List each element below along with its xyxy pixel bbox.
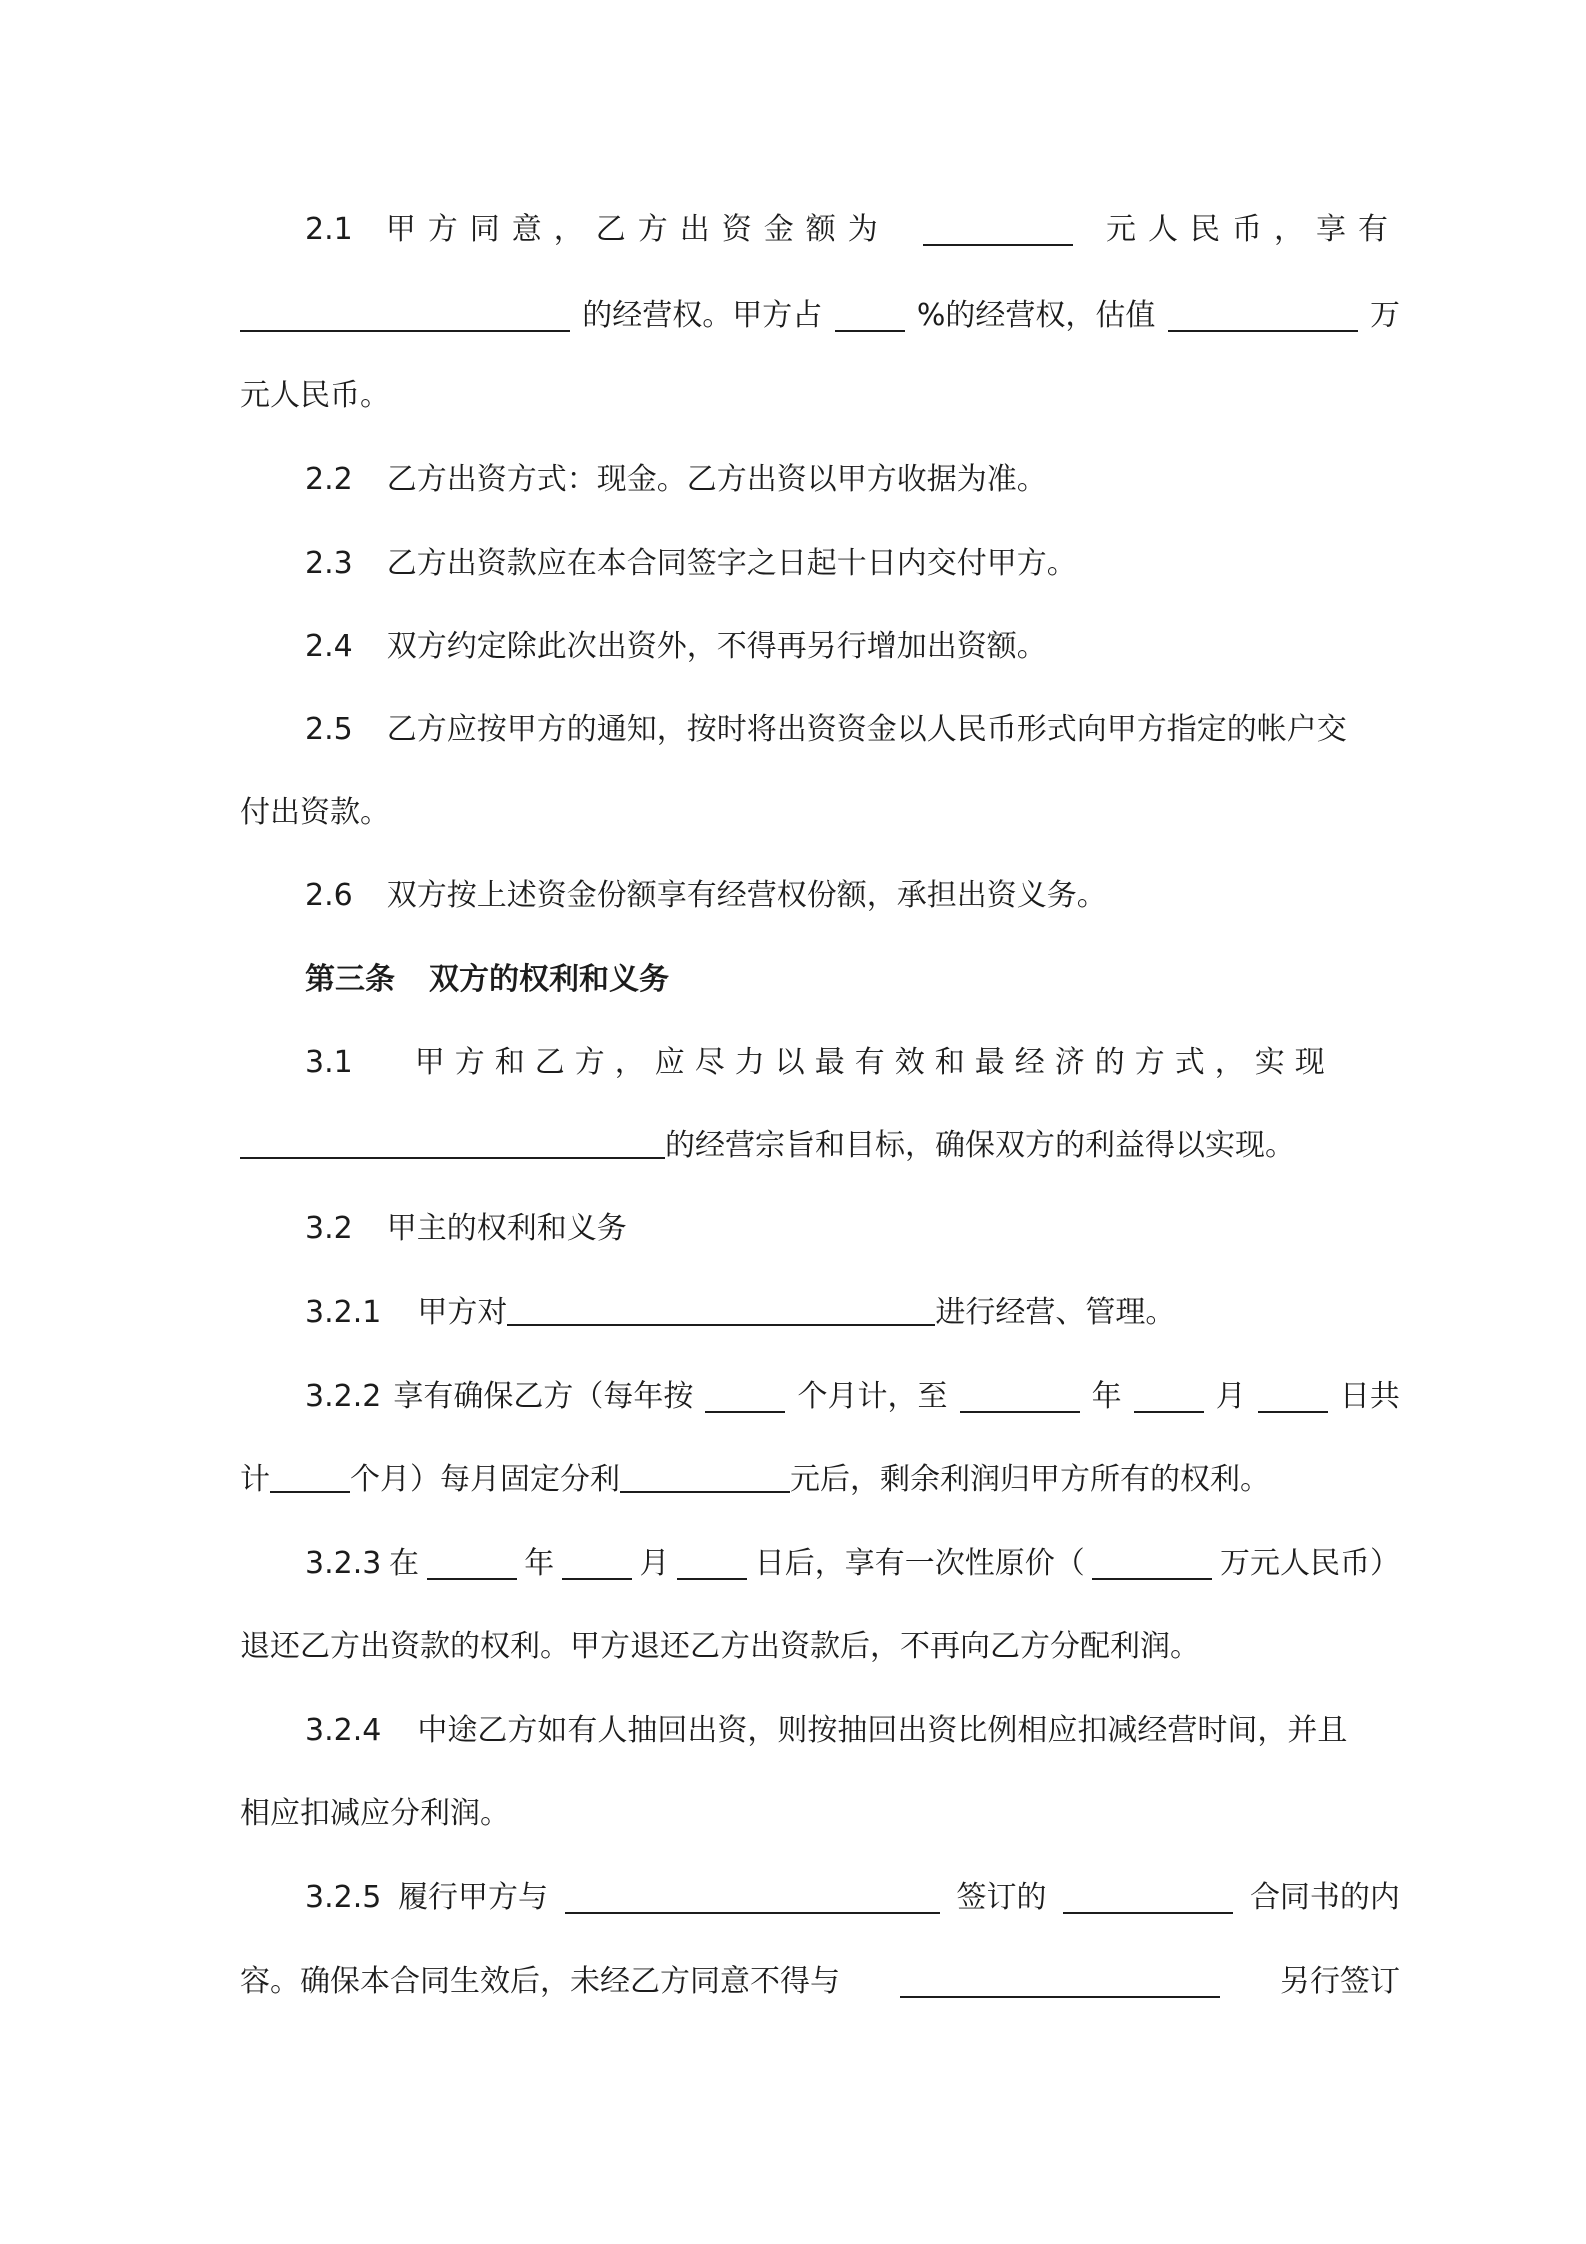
clause-text: 日共: [1339, 1379, 1400, 1414]
blank-day[interactable]: [677, 1548, 747, 1580]
blank-monthly-profit[interactable]: [620, 1461, 790, 1493]
clause-text: 甲方和乙方，应尽力以最有效和最经济的方式，实现: [414, 1045, 1335, 1080]
clause-text: 的经营权。甲方占: [582, 298, 823, 333]
clause-number: 2.3: [305, 546, 353, 581]
clause-number: 2.4: [305, 629, 353, 664]
clause-text: 月: [639, 1546, 670, 1581]
clause-3-2-4-line-2: [240, 1791, 1400, 1837]
clause-text: 乙方出资方式：现金。乙方出资以甲方收据为准。: [386, 462, 1047, 497]
blank-business-scope[interactable]: [240, 300, 570, 332]
clause-text: 个月计，至: [797, 1379, 948, 1414]
clause-2-1-line-3: [240, 373, 1400, 419]
clause-3-2-1: [305, 1290, 1400, 1336]
blank-month[interactable]: [562, 1548, 632, 1580]
blank-managed-entity[interactable]: [507, 1294, 935, 1326]
clause-text: %的经营权，估值: [916, 298, 1156, 333]
clause-2-6: [305, 873, 1400, 919]
clause-number: 2.1: [305, 212, 353, 247]
clause-text: 元人民币，享有: [1106, 212, 1400, 247]
clause-text: 甲方同意，乙方出资金额为: [385, 212, 890, 247]
clause-text: 双方按上述资金份额享有经营权份额，承担出资义务。: [386, 878, 1107, 913]
blank-year[interactable]: [960, 1381, 1080, 1413]
clause-2-1-line-2: [240, 293, 1400, 339]
clause-number: 3.2: [305, 1211, 353, 1246]
article-title: 双方的权利和义务: [429, 962, 669, 997]
clause-text: 日后，享有一次性原价（: [754, 1546, 1085, 1581]
clause-3-2-3-line-2: [240, 1624, 1400, 1670]
clause-number: 3.2.4: [305, 1713, 382, 1748]
clause-text: 元后，剩余利润归甲方所有的权利。: [790, 1462, 1270, 1497]
clause-number: 3.2.5: [305, 1880, 382, 1915]
clause-text: 享有确保乙方（每年按: [393, 1379, 694, 1414]
clause-text: 甲主的权利和义务: [386, 1211, 627, 1246]
clause-text: 合同书的内: [1249, 1880, 1400, 1915]
clause-2-5-line-1: [305, 707, 1400, 753]
clause-text: 进行经营、管理。: [935, 1295, 1176, 1330]
blank-percent[interactable]: [835, 300, 905, 332]
blank-total-months[interactable]: [270, 1461, 350, 1493]
clause-3-2-4-line-1: [305, 1708, 1400, 1754]
blank-day[interactable]: [1258, 1381, 1328, 1413]
blank-third-party[interactable]: [900, 1966, 1220, 1998]
clause-text: 另行签订: [1280, 1964, 1400, 1999]
clause-text: 履行甲方与: [398, 1880, 549, 1915]
clause-2-1-line-1: [305, 207, 1400, 253]
article-3-heading: [305, 957, 1400, 1003]
clause-2-2: [305, 457, 1400, 503]
blank-months-per-year[interactable]: [705, 1381, 785, 1413]
clause-number: 3.2.2: [305, 1379, 382, 1414]
clause-number: 2.5: [305, 712, 353, 747]
clause-text: 在: [388, 1546, 419, 1581]
clause-3-2-2-line-1: [305, 1374, 1400, 1420]
clause-text: 双方约定除此次出资外，不得再另行增加出资额。: [386, 629, 1047, 664]
clause-text: 付出资款。: [240, 795, 390, 830]
clause-2-3: [305, 541, 1400, 587]
clause-text: 年: [1091, 1379, 1122, 1414]
clause-3-2-2-line-2: [240, 1457, 1400, 1503]
clause-3-2-5-line-2: [240, 1959, 1400, 2005]
clause-2-4: [305, 624, 1400, 670]
clause-number: 3.1: [305, 1045, 353, 1080]
clause-text: 容。确保本合同生效后，未经乙方同意不得与: [240, 1964, 840, 1999]
blank-amount[interactable]: [923, 214, 1073, 246]
blank-counterparty[interactable]: [565, 1882, 940, 1914]
clause-text: 元人民币。: [240, 378, 390, 413]
clause-number: 3.2.3: [305, 1546, 382, 1581]
article-number: 第三条: [305, 962, 395, 997]
clause-text: 中途乙方如有人抽回出资，则按抽回出资比例相应扣减经营时间，并且: [417, 1713, 1348, 1748]
clause-text: 个月）每月固定分利: [350, 1462, 620, 1497]
clause-number: 3.2.1: [305, 1295, 382, 1330]
clause-text: 相应扣减应分利润。: [240, 1796, 510, 1831]
blank-year[interactable]: [427, 1548, 517, 1580]
clause-text: 的经营宗旨和目标，确保双方的利益得以实现。: [665, 1128, 1295, 1163]
clause-text: 万: [1370, 298, 1400, 333]
clause-3-2-5-line-1: [305, 1875, 1400, 1921]
clause-3-1-line-1: [305, 1040, 1400, 1086]
clause-3-2-3-line-1: [305, 1541, 1400, 1587]
clause-number: 2.6: [305, 878, 353, 913]
clause-text: 年: [524, 1546, 555, 1581]
clause-text: 计: [240, 1462, 270, 1497]
clause-text: 万元人民币）: [1219, 1546, 1400, 1581]
blank-business-name[interactable]: [240, 1127, 665, 1159]
clause-text: 签订的: [956, 1880, 1047, 1915]
clause-text: 月: [1215, 1379, 1246, 1414]
clause-text: 乙方应按甲方的通知，按时将出资资金以人民币形式向甲方指定的帐户交: [386, 712, 1347, 747]
clause-text: 退还乙方出资款的权利。甲方退还乙方出资款后，不再向乙方分配利润。: [240, 1629, 1200, 1664]
blank-refund-amount[interactable]: [1092, 1548, 1212, 1580]
clause-number: 2.2: [305, 462, 353, 497]
blank-valuation[interactable]: [1168, 300, 1358, 332]
clause-text: 乙方出资款应在本合同签字之日起十日内交付甲方。: [386, 546, 1077, 581]
clause-3-1-line-2: [240, 1123, 1400, 1169]
clause-text: 甲方对: [417, 1295, 508, 1330]
blank-month[interactable]: [1134, 1381, 1204, 1413]
clause-3-2: [305, 1206, 1400, 1252]
clause-2-5-line-2: [240, 790, 1400, 836]
blank-contract-name[interactable]: [1063, 1882, 1233, 1914]
